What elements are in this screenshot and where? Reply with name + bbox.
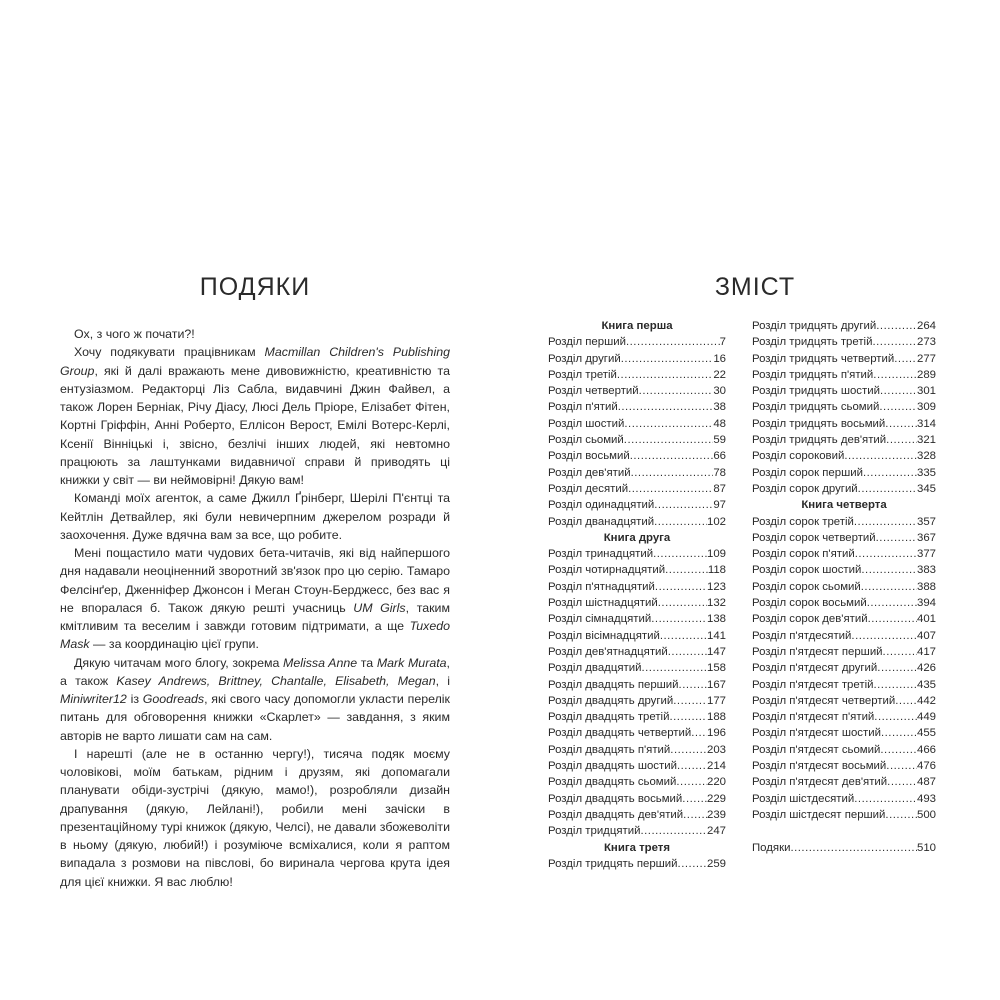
toc-entry [752,562,936,578]
toc-leader-dots [691,725,707,741]
text-fragment: Tuxedo Mask [60,619,450,652]
toc-entry-page: 38 [713,401,726,414]
acknowledgements-text [60,325,450,891]
toc-leader-dots [677,758,707,774]
toc-leader-dots [861,562,917,578]
toc-entry-page: 138 [706,613,726,626]
toc-entry-label: Розділ тридцять п'ятий [752,368,874,381]
toc-entry-page: 357 [916,515,936,528]
toc-entry [548,514,726,530]
right-page [500,0,1000,1000]
toc-entry-label: Розділ двадцять другий [548,694,674,707]
toc-entry [752,465,936,481]
toc-leader-dots [628,481,713,497]
toc-entry-page: 196 [706,727,726,740]
toc-entry [548,351,726,367]
toc-entry-page: 239 [706,808,726,821]
toc-entry [548,562,726,578]
toc-leader-dots [874,709,917,725]
toc-leader-dots [655,579,707,595]
toc-entry-label: Розділ одинадцятий [548,499,655,512]
toc-entry-label: Розділ п'ятдесят восьмий [752,760,887,773]
toc-leader-dots [624,416,713,432]
toc-entry-label: Розділ двадцять четвертий [548,727,692,740]
toc-leader-dots [658,595,707,611]
toc-leader-dots [618,399,714,415]
toc-entry [752,611,936,627]
toc-entry-page: 203 [706,743,726,756]
toc-entry-label: Розділ двадцять сьомий [548,776,677,789]
toc-entry-page: 426 [916,662,936,675]
toc-leader-dots [881,725,917,741]
toc-entry-page: 367 [916,531,936,544]
toc-entry-label: Розділ сорок п'ятий [752,548,855,561]
toc-entry [548,595,726,611]
toc-entry-label: Розділ п'ятдесят сьомий [752,743,881,756]
toc-entry-label: Розділ дев'ятий [548,466,631,479]
toc-leader-dots [668,644,707,660]
toc-leader-dots [879,399,917,415]
toc-spacer [752,823,936,839]
text-fragment: та [357,655,377,670]
toc-entry-label: Розділ тридцять четвертий [752,352,895,365]
toc-leader-dots [640,823,707,839]
toc-entry [752,693,936,709]
toc-entry [548,856,726,872]
toc-leader-dots [883,644,917,660]
toc-entry-page: 277 [916,352,936,365]
toc-entry-page: 442 [916,694,936,707]
toc-entry-page: 401 [916,613,936,626]
toc-entry-page: 59 [713,434,726,447]
toc-entry-page: 220 [706,776,726,789]
toc-entry-label: Розділ п'ятдесят перший [752,645,883,658]
toc-leader-dots [851,628,917,644]
toc-leader-dots [894,351,917,367]
toc-entry [548,644,726,660]
text-fragment: , а також [60,655,450,688]
toc-entry-page: 466 [916,743,936,756]
toc-entry-label: Розділ п'ятдесят третій [752,678,874,691]
toc-entry-label: Розділ двадцять дев'ятий [548,808,684,821]
text-fragment: Goodreads [142,692,205,706]
toc-entry [548,579,726,595]
toc-entry-label: Розділ другий [548,352,621,365]
toc-leader-dots [651,611,707,627]
toc-leader-dots [886,758,917,774]
toc-leader-dots [867,595,917,611]
toc-entry-label: Розділ двадцять перший [548,678,679,691]
toc-entry-label: Розділ шістдесят перший [752,808,886,821]
toc-entry-page: 30 [713,385,726,398]
toc-entry-page: 118 [707,564,726,577]
text-fragment: , таким кмітливим та веселим і завжди готовим підтримати, а ще [60,600,450,633]
toc-leader-dots [665,562,708,578]
toc-entry-label: Розділ сорок восьмий [752,597,867,610]
toc-leader-dots [861,579,917,595]
toc-entry [752,351,936,367]
toc-leader-dots [654,514,707,530]
toc-leader-dots [885,416,917,432]
toc-entry [548,823,726,839]
toc-column-2 [752,318,936,856]
toc-entry [548,367,726,383]
toc-entry-label: Розділ двадцять восьмий [548,792,683,805]
toc-leader-dots [624,432,714,448]
toc-entry-page: 455 [916,727,936,740]
toc-entry-label: Розділ тридцять дев'ятий [752,434,887,447]
toc-entry-page: 97 [713,499,726,512]
toc-entry-label: Розділ п'ятдесятий [752,629,852,642]
toc-entry [752,660,936,676]
toc-entry-page: 188 [706,711,726,724]
toc-leader-dots [641,660,707,676]
contents-title: ЗМІСТ [714,273,796,301]
toc-entry [752,677,936,693]
toc-entry-page: 377 [916,548,936,561]
toc-entry-page: 345 [916,482,936,495]
text-fragment: Дякую читачам мого блогу, зокрема [74,655,284,670]
toc-entry-page: 177 [706,694,726,707]
paragraph [60,325,450,343]
toc-entry [752,579,936,595]
toc-entry-page: 264 [916,320,936,332]
toc-entry [548,628,726,644]
toc-entry [548,465,726,481]
acknowledgements-title: ПОДЯКИ [199,273,311,301]
toc-entry-label: Розділ сорок дев'ятий [752,613,868,626]
toc-entry-page: 66 [713,450,726,463]
toc-entry-page: 510 [916,841,936,854]
toc-entry [548,807,726,823]
toc-entry-page: 132 [706,597,726,610]
toc-entry-page: 259 [706,857,726,870]
toc-entry-label: Розділ п'ятдесят шостий [752,727,881,740]
toc-entry-label: Розділ тридцять третій [752,336,873,349]
toc-leader-dots [683,807,707,823]
toc-entry [752,725,936,741]
toc-leader-dots [678,856,707,872]
text-fragment: Macmillan Children's Publishing Group [60,345,450,378]
toc-entry-label: Розділ сорок перший [752,466,863,479]
toc-entry-page: 449 [916,711,936,724]
toc-leader-dots [873,367,917,383]
toc-column-1 [548,318,726,872]
toc-entry-label: Розділ сорок шостий [752,564,862,577]
text-fragment: Miniwriter12 [60,692,127,706]
toc-entry-label: Розділ тридцять восьмий [752,417,886,430]
toc-leader-dots [895,693,917,709]
toc-entry-page: 109 [706,548,726,561]
toc-entry-label: Розділ дванадцятий [548,515,655,528]
toc-entry-label: Розділ п'ятий [548,401,618,414]
toc-entry-label: Розділ шостий [548,417,625,430]
toc-entry [752,334,936,350]
text-fragment: Хочу подякувати працівникам [74,345,265,360]
toc-entry-label: Розділ чотирнадцятий [548,564,666,577]
toc-entry [548,448,726,464]
text-fragment: , і [435,673,450,688]
toc-entry-page: 123 [706,580,726,593]
toc-entry [752,840,936,856]
paragraph [60,489,450,544]
toc-entry-page: 500 [916,808,936,821]
toc-entry-page: 167 [706,678,726,691]
toc-leader-dots [669,709,707,725]
toc-entry [752,416,936,432]
text-fragment: Мені пощастило мати чудових бета-читачів, які від найпершого дня надавали неоціненний зворотний зв'язок про цю серію. Тамаро Фелсінґер, Дженніфер Джонсон і Меган Стоун-Берджесс, без вас я не впоралася б. Також дякую решті учасниць [60,546,450,615]
toc-leader-dots [868,611,917,627]
toc-leader-dots [676,774,707,790]
toc-entry [752,709,936,725]
toc-entry [752,383,936,399]
toc-entry-page: 229 [706,792,726,805]
text-fragment: Команді моїх агенток, а саме Джилл Ґрінберг, Шерілі П'єнтці та Кейтлін Детвайлер, які були невичерпним джерелом розради й заохочення. Дуже вдячна вам за все, що робите. [60,491,450,542]
toc-entry-page: 7 [719,336,726,349]
toc-entry [752,432,936,448]
toc-entry [752,530,936,546]
toc-entry-page: 328 [916,450,936,463]
toc-leader-dots [872,334,917,350]
toc-entry [752,595,936,611]
toc-leader-dots [617,367,713,383]
toc-entry-label: Розділ п'ятдесят четвертий [752,694,896,707]
toc-entry-page: 273 [916,336,936,349]
toc-book-heading: Книга друга [603,531,671,544]
toc-entry-page: 102 [706,515,726,528]
toc-entry-label: Розділ тридцять шостий [752,385,880,398]
toc-leader-dots [863,465,917,481]
toc-entry [752,758,936,774]
toc-entry-label: Розділ сорок другий [752,482,858,495]
toc-entry [752,448,936,464]
toc-entry-label: Розділ тридцять перший [548,857,678,870]
toc-entry [752,481,936,497]
toc-entry-label: Розділ шістнадцятий [548,597,658,610]
toc-entry-label: Розділ тридцятий [548,825,641,838]
toc-entry-label: Розділ п'ятнадцятий [548,580,655,593]
toc-entry-page: 247 [706,825,726,838]
toc-entry-label: Розділ дев'ятнадцятий [548,645,668,658]
toc-entry [548,709,726,725]
toc-entry [752,367,936,383]
toc-entry-label: Розділ десятий [548,482,629,495]
toc-leader-dots [654,497,713,513]
toc-entry-page: 314 [916,417,936,430]
toc-leader-dots [679,677,707,693]
paragraph [60,544,450,654]
toc-entry [752,628,936,644]
toc-entry-page: 394 [916,597,936,610]
toc-entry-page: 493 [916,792,936,805]
toc-entry-label: Розділ четвертий [548,385,639,398]
toc-entry-page: 78 [713,466,726,479]
toc-entry-label: Розділ восьмий [548,450,630,463]
toc-entry-page: 388 [916,580,936,593]
toc-leader-dots [844,448,917,464]
toc-entry-page: 87 [713,482,726,495]
text-fragment: Kasey Andrews, Brittney, Chantalle, Elisabeth, Megan [116,673,436,688]
paragraph [60,654,450,745]
toc-entry-label: Розділ сьомий [548,434,624,447]
toc-entry-page: 158 [706,662,726,675]
toc-entry [752,399,936,415]
toc-leader-dots [887,774,917,790]
toc-entry-label: Розділ третій [548,368,617,381]
text-fragment: із [126,692,143,706]
toc-entry-page: 309 [916,401,936,414]
toc-entry-label: Розділ сімнадцятий [548,613,652,626]
toc-entry-label: Розділ шістдесятий [752,792,855,805]
toc-entry-page: 476 [916,760,936,773]
toc-entry [548,383,726,399]
text-fragment: — за координацію цієї групи. [89,637,259,652]
toc-entry-page: 435 [916,678,936,691]
toc-leader-dots [682,791,707,807]
toc-entry-label: Розділ тринадцятий [548,548,654,561]
toc-entry [752,807,936,823]
toc-entry [548,677,726,693]
toc-entry-page: 22 [713,368,726,381]
toc-entry [548,399,726,415]
toc-leader-dots [873,677,917,693]
toc-entry [548,497,726,513]
toc-entry [548,725,726,741]
toc-entry-label: Розділ тридцять другий [752,320,877,332]
toc-leader-dots [885,807,917,823]
toc-entry-page: 141 [706,629,726,642]
toc-entry-label: Розділ двадцятий [548,662,642,675]
toc-entry [548,791,726,807]
toc-entry-page: 407 [916,629,936,642]
toc-entry-page: 487 [916,776,936,789]
toc-entry-label: Розділ п'ятдесят другий [752,662,878,675]
toc-entry [548,432,726,448]
toc-leader-dots [854,514,917,530]
toc-entry-label: Розділ сорок третій [752,515,854,528]
toc-entry [752,774,936,790]
toc-leader-dots [639,383,714,399]
text-fragment: Mark Murata [376,655,447,670]
toc-entry [548,742,726,758]
toc-entry [548,693,726,709]
toc-leader-dots [855,546,917,562]
toc-leader-dots [621,351,714,367]
toc-entry [752,791,936,807]
toc-entry-label: Розділ двадцять п'ятий [548,743,671,756]
toc-leader-dots [673,693,707,709]
toc-entry-page: 16 [713,352,726,365]
toc-entry-page: 335 [916,466,936,479]
text-fragment: UM Girls [353,600,406,615]
toc-entry [548,546,726,562]
toc-entry-label: Розділ двадцять шостий [548,760,677,773]
toc-entry-label: Подяки [752,841,791,854]
toc-leader-dots [886,432,917,448]
toc-entry-label: Розділ сорок четвертий [752,531,876,544]
toc-entry [752,644,936,660]
toc-leader-dots [626,334,720,350]
toc-book-heading: Книга четверта [801,499,887,512]
toc-entry-label: Розділ п'ятдесят дев'ятий [752,776,888,789]
toc-entry-label: Розділ перший [548,336,626,349]
text-fragment: І нарешті (але не в останню чергу!), тисяча подяк моєму чоловікові, моїм батькам, рідним і друзям, які допомагали планувати обіди-зустрічі (дякую, мамо!), розробляли дизайн драпування (дякую, Лейлані!), робили мені зачіски в презентаційному турі книжок (дякую, Челсі), не давали збожеволіти в ньому (дякую, любий!) і розуміюче всміхалися, коли я раптом випадала з розмови на півслові, бо виринала чергова крута ідея для цієї книжки. Я вас люблю! [60,746,450,889]
toc-entry [548,481,726,497]
toc-entry-label: Розділ сорок сьомий [752,580,861,593]
toc-leader-dots [630,448,714,464]
toc-leader-dots [653,546,707,562]
paragraph [60,745,450,891]
paragraph [60,343,450,489]
toc-entry-label: Розділ п'ятдесят п'ятий [752,711,875,724]
toc-entry [548,660,726,676]
toc-entry-label: Розділ тридцять сьомий [752,401,880,414]
toc-entry-label: Розділ сороковий [752,450,845,463]
toc-book-heading: Книга третя [603,841,671,854]
text-fragment: , які свого часу допомогли укласти перелік питань для обговорення книжки «Скарлет» — завдання, з яким авторів не варто лишати сам на сам. [60,692,450,743]
toc-leader-dots [877,660,917,676]
text-fragment: , які й далі вражають мене дивовижністю, креативністю та ентузіазмом. Редакторці Ліз Сабла, видавчині Джин Файвел, а також Лорен Берніак, Річу Діасу, Люсі Дель Пріоре, Елізабет Фітен, Кортні Гріффін, Анні Роберто, Еллісон Верост, Емілі Вотерс-Керлі, Ксенії Вінніцькі і, звісно, безлічі інших людей, які невтомно працюють за лаштунками видавничої справи й приводять ці книжки у світ — ви неймовірні! Дякую вам! [60,363,450,487]
toc-leader-dots [790,840,917,856]
toc-leader-dots [880,742,917,758]
toc-entry [548,758,726,774]
toc-entry [548,611,726,627]
toc-entry-page: 417 [916,645,936,658]
toc-entry [548,334,726,350]
toc-leader-dots [670,742,707,758]
toc-entry [752,514,936,530]
toc-entry [752,546,936,562]
toc-entry-label: Розділ двадцять третій [548,711,670,724]
toc-entry-page: 383 [916,564,936,577]
toc-leader-dots [876,530,917,546]
toc-leader-dots [854,791,917,807]
toc-entry-page: 48 [713,417,726,430]
text-fragment: Ох, з чого ж почати?! [74,327,195,341]
toc-leader-dots [858,481,917,497]
toc-entry-page: 289 [916,368,936,381]
toc-leader-dots [631,465,714,481]
toc-leader-dots [880,383,917,399]
toc-leader-dots [876,318,917,334]
toc-entry-label: Розділ вісімнадцятий [548,629,660,642]
toc-leader-dots [660,628,707,644]
toc-book-heading: Книга перша [601,320,673,332]
toc-entry [548,416,726,432]
toc-entry-page: 214 [706,760,726,773]
toc-entry-page: 301 [916,385,936,398]
toc-entry-page: 147 [706,645,726,658]
text-fragment: Melissa Anne [283,655,358,670]
toc-entry-page: 321 [916,434,936,447]
toc-entry [752,742,936,758]
toc-entry [752,318,936,334]
toc-entry [548,774,726,790]
